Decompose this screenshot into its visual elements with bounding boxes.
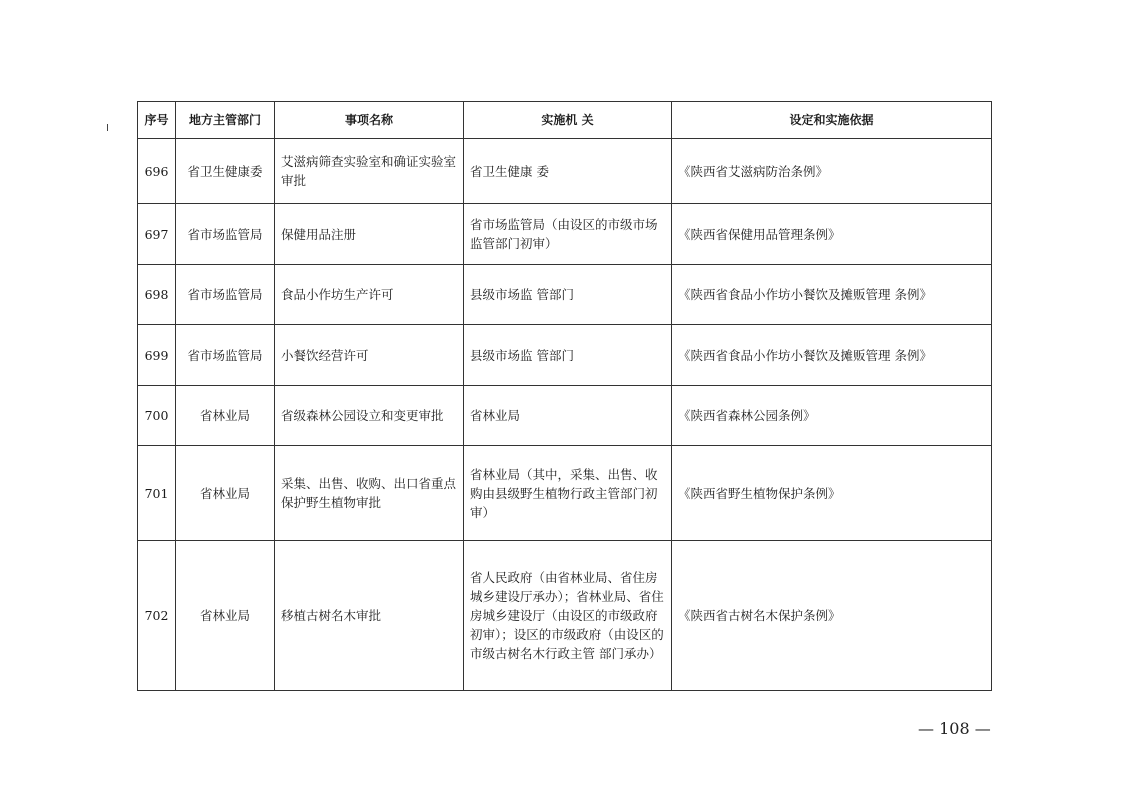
row-serial: 701	[138, 446, 176, 541]
row-agency: 县级市场监 管部门	[464, 325, 672, 386]
row-serial: 698	[138, 265, 176, 325]
table-row	[138, 541, 992, 691]
header-agency: 实施机 关	[464, 102, 672, 139]
row-item-name: 采集、出售、收购、出口省重点保护野生植物审批	[275, 446, 464, 541]
row-agency: 省卫生健康 委	[464, 139, 672, 204]
header-department: 地方主管部门	[176, 102, 275, 139]
row-department: 省林业局	[176, 386, 275, 446]
row-item-name: 保健用品注册	[275, 204, 464, 265]
row-agency: 县级市场监 管部门	[464, 265, 672, 325]
row-department: 省林业局	[176, 446, 275, 541]
approval-items-table	[137, 101, 992, 691]
row-serial: 697	[138, 204, 176, 265]
table-row	[138, 446, 992, 541]
row-item-name: 艾滋病筛查实验室和确证实验室审批	[275, 139, 464, 204]
row-basis: 《陕西省食品小作坊小餐饮及摊贩管理 条例》	[672, 325, 992, 386]
row-item-name: 小餐饮经营许可	[275, 325, 464, 386]
row-basis: 《陕西省野生植物保护条例》	[672, 446, 992, 541]
row-agency: 省市场监管局（由设区的市级市场监管部门初审）	[464, 204, 672, 265]
row-item-name: 食品小作坊生产许可	[275, 265, 464, 325]
row-agency: 省林业局（其中，采集、出售、收购由县级野生植物行政主管部门初审）	[464, 446, 672, 541]
row-serial: 700	[138, 386, 176, 446]
header-serial: 序号	[138, 102, 176, 139]
row-serial: 699	[138, 325, 176, 386]
row-basis: 《陕西省森林公园条例》	[672, 386, 992, 446]
row-basis: 《陕西省古树名木保护条例》	[672, 541, 992, 691]
row-agency: 省林业局	[464, 386, 672, 446]
row-item-name: 省级森林公园设立和变更审批	[275, 386, 464, 446]
row-serial: 702	[138, 541, 176, 691]
table-row	[138, 139, 992, 204]
page-number: — 108 —	[918, 719, 991, 738]
row-department: 省市场监管局	[176, 204, 275, 265]
table-row	[138, 204, 992, 265]
margin-mark	[107, 124, 108, 131]
row-item-name: 移植古树名木审批	[275, 541, 464, 691]
row-serial: 696	[138, 139, 176, 204]
table-row	[138, 265, 992, 325]
table-header-row	[138, 102, 992, 139]
row-basis: 《陕西省保健用品管理条例》	[672, 204, 992, 265]
table-row	[138, 386, 992, 446]
row-department: 省市场监管局	[176, 265, 275, 325]
row-basis: 《陕西省艾滋病防治条例》	[672, 139, 992, 204]
header-basis: 设定和实施依据	[672, 102, 992, 139]
row-department: 省市场监管局	[176, 325, 275, 386]
row-department: 省林业局	[176, 541, 275, 691]
row-department: 省卫生健康委	[176, 139, 275, 204]
row-basis: 《陕西省食品小作坊小餐饮及摊贩管理 条例》	[672, 265, 992, 325]
header-item-name: 事项名称	[275, 102, 464, 139]
row-agency: 省人民政府（由省林业局、省住房城乡建设厅承办）；省林业局、省住房城乡建设厅（由设区的市级政府初审）；设区的市级政府（由设区的市级古树名木行政主管 部门承办）	[464, 541, 672, 691]
table-row	[138, 325, 992, 386]
